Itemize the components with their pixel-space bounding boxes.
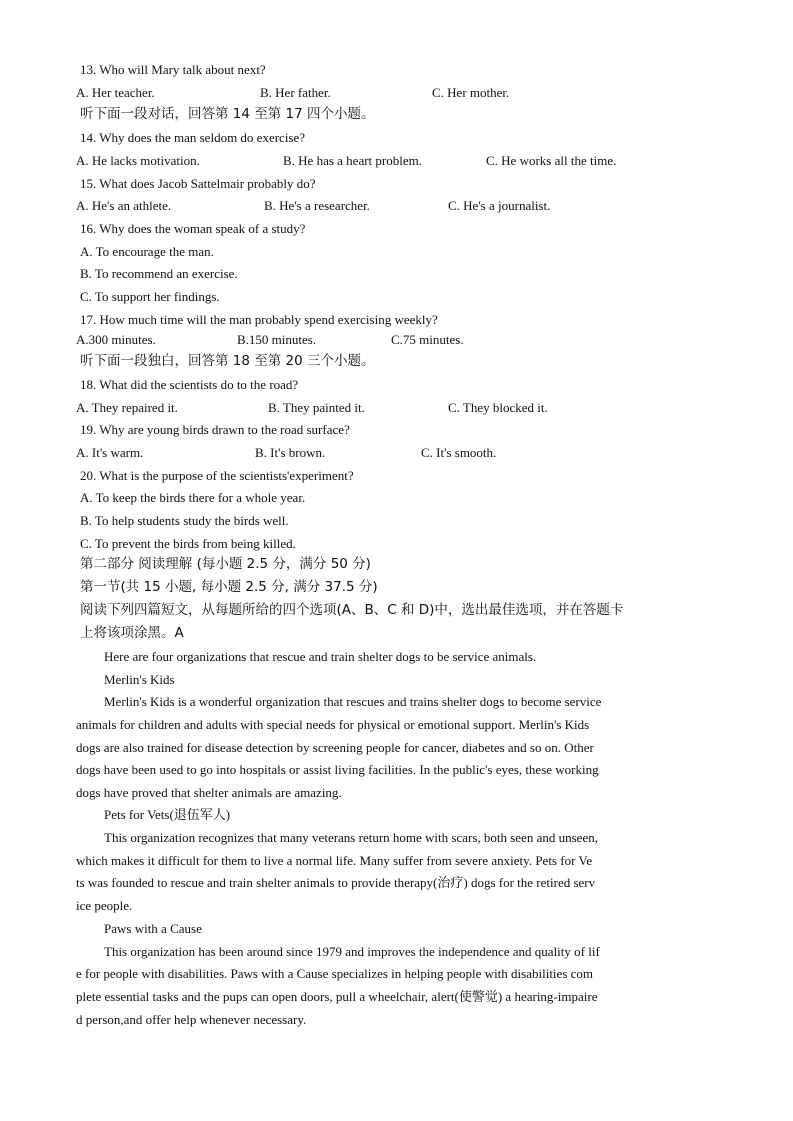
question-13-option-c: C. Her mother. [432,85,510,100]
question-15-option-a: A. He's an athlete. [76,198,172,213]
question-20-option-c: C. To prevent the birds from being killed. [80,536,296,551]
pets-for-vets-line: ts was founded to rescue and train shelter animals to provide therapy(治疗) dogs for the retired serv [76,875,596,890]
paws-with-a-cause-line: e for people with disabilities. Paws with a Cause specializes in helping people with disabilities com [76,966,594,981]
section-heading-pets-for-vets: Pets for Vets(退伍军人) [104,807,231,822]
question-15-stem: 15. What does Jacob Sattelmair probably do? [80,176,316,191]
question-18-option-b: B. They painted it. [268,400,365,415]
question-20-option-a: A. To keep the birds there for a whole year. [80,490,306,505]
question-18-stem: 18. What did the scientists do to the road? [80,377,299,392]
question-17-option-c: C.75 minutes. [391,332,464,347]
question-19-stem: 19. Why are young birds drawn to the road surface? [80,422,350,437]
instruction-monologue-18-20: 听下面一段独白，回答第 18 至第 20 三个小题。 [80,353,375,369]
passage-intro: Here are four organizations that rescue and train shelter dogs to be service animals. [104,649,537,664]
paws-with-a-cause-line: d person,and offer help whenever necessary. [76,1012,307,1027]
question-18-option-c: C. They blocked it. [448,400,548,415]
question-13-stem: 13. Who will Mary talk about next? [80,62,266,77]
question-19-option-b: B. It's brown. [255,445,326,460]
question-20-option-b: B. To help students study the birds well. [80,513,289,528]
question-16-option-c: C. To support her findings. [80,289,220,304]
pets-for-vets-line: ice people. [76,898,133,913]
question-15-option-c: C. He's a journalist. [448,198,551,213]
question-13-option-a: A. Her teacher. [76,85,155,100]
question-14-stem: 14. Why does the man seldom do exercise? [80,130,306,145]
section1-title: 第一节(共 15 小题, 每小题 2.5 分, 满分 37.5 分) [80,579,378,595]
merlins-kids-line: dogs have proved that shelter animals are amazing. [76,785,342,800]
question-19-option-c: C. It's smooth. [421,445,497,460]
question-18-option-a: A. They repaired it. [76,400,178,415]
merlins-kids-line: Merlin's Kids is a wonderful organization that rescues and trains shelter dogs to become service [104,694,602,709]
section-heading-merlins-kids: Merlin's Kids [104,672,175,687]
paws-with-a-cause-line: plete essential tasks and the pups can open doors, pull a wheelchair, alert(使警觉) a hearing-impaire [76,989,598,1004]
reading-instruction-line2: 上将该项涂黑。A [80,625,184,641]
section-heading-paws-with-a-cause: Paws with a Cause [104,921,202,936]
instruction-dialogue-14-17: 听下面一段对话，回答第 14 至第 17 四个小题。 [80,106,375,122]
reading-instruction-line1: 阅读下列四篇短文，从每题所给的四个选项(A、B、C 和 D)中，选出最佳选项，并在答题卡 [80,602,624,618]
part2-title: 第二部分 阅读理解 (每小题 2.5 分，满分 50 分) [80,556,371,572]
pets-for-vets-line: This organization recognizes that many veterans return home with scars, both seen and unseen, [104,830,598,845]
question-17-stem: 17. How much time will the man probably spend exercising weekly? [80,312,438,327]
question-14-option-a: A. He lacks motivation. [76,153,200,168]
question-16-option-a: A. To encourage the man. [80,244,214,259]
question-20-stem: 20. What is the purpose of the scientists'experiment? [80,468,354,483]
question-14-option-c: C. He works all the time. [486,153,617,168]
question-19-option-a: A. It's warm. [76,445,144,460]
question-17-option-a: A.300 minutes. [76,332,156,347]
merlins-kids-line: dogs are also trained for disease detection by screening people for cancer, diabetes and so on. Other [76,740,594,755]
question-16-stem: 16. Why does the woman speak of a study? [80,221,306,236]
question-14-option-b: B. He has a heart problem. [283,153,422,168]
question-16-option-b: B. To recommend an exercise. [80,266,238,281]
merlins-kids-line: dogs have been used to go into hospitals or assist living facilities. In the public's eyes, these working [76,762,599,777]
question-17-option-b: B.150 minutes. [237,332,317,347]
pets-for-vets-line: which makes it difficult for them to live a normal life. Many suffer from severe anxiety. Pets for Ve [76,853,593,868]
question-13-option-b: B. Her father. [260,85,331,100]
merlins-kids-line: animals for children and adults with special needs for physical or emotional support. Merlin's Kids [76,717,590,732]
question-15-option-b: B. He's a researcher. [264,198,370,213]
paws-with-a-cause-line: This organization has been around since 1979 and improves the independence and quality of lif [104,944,600,959]
